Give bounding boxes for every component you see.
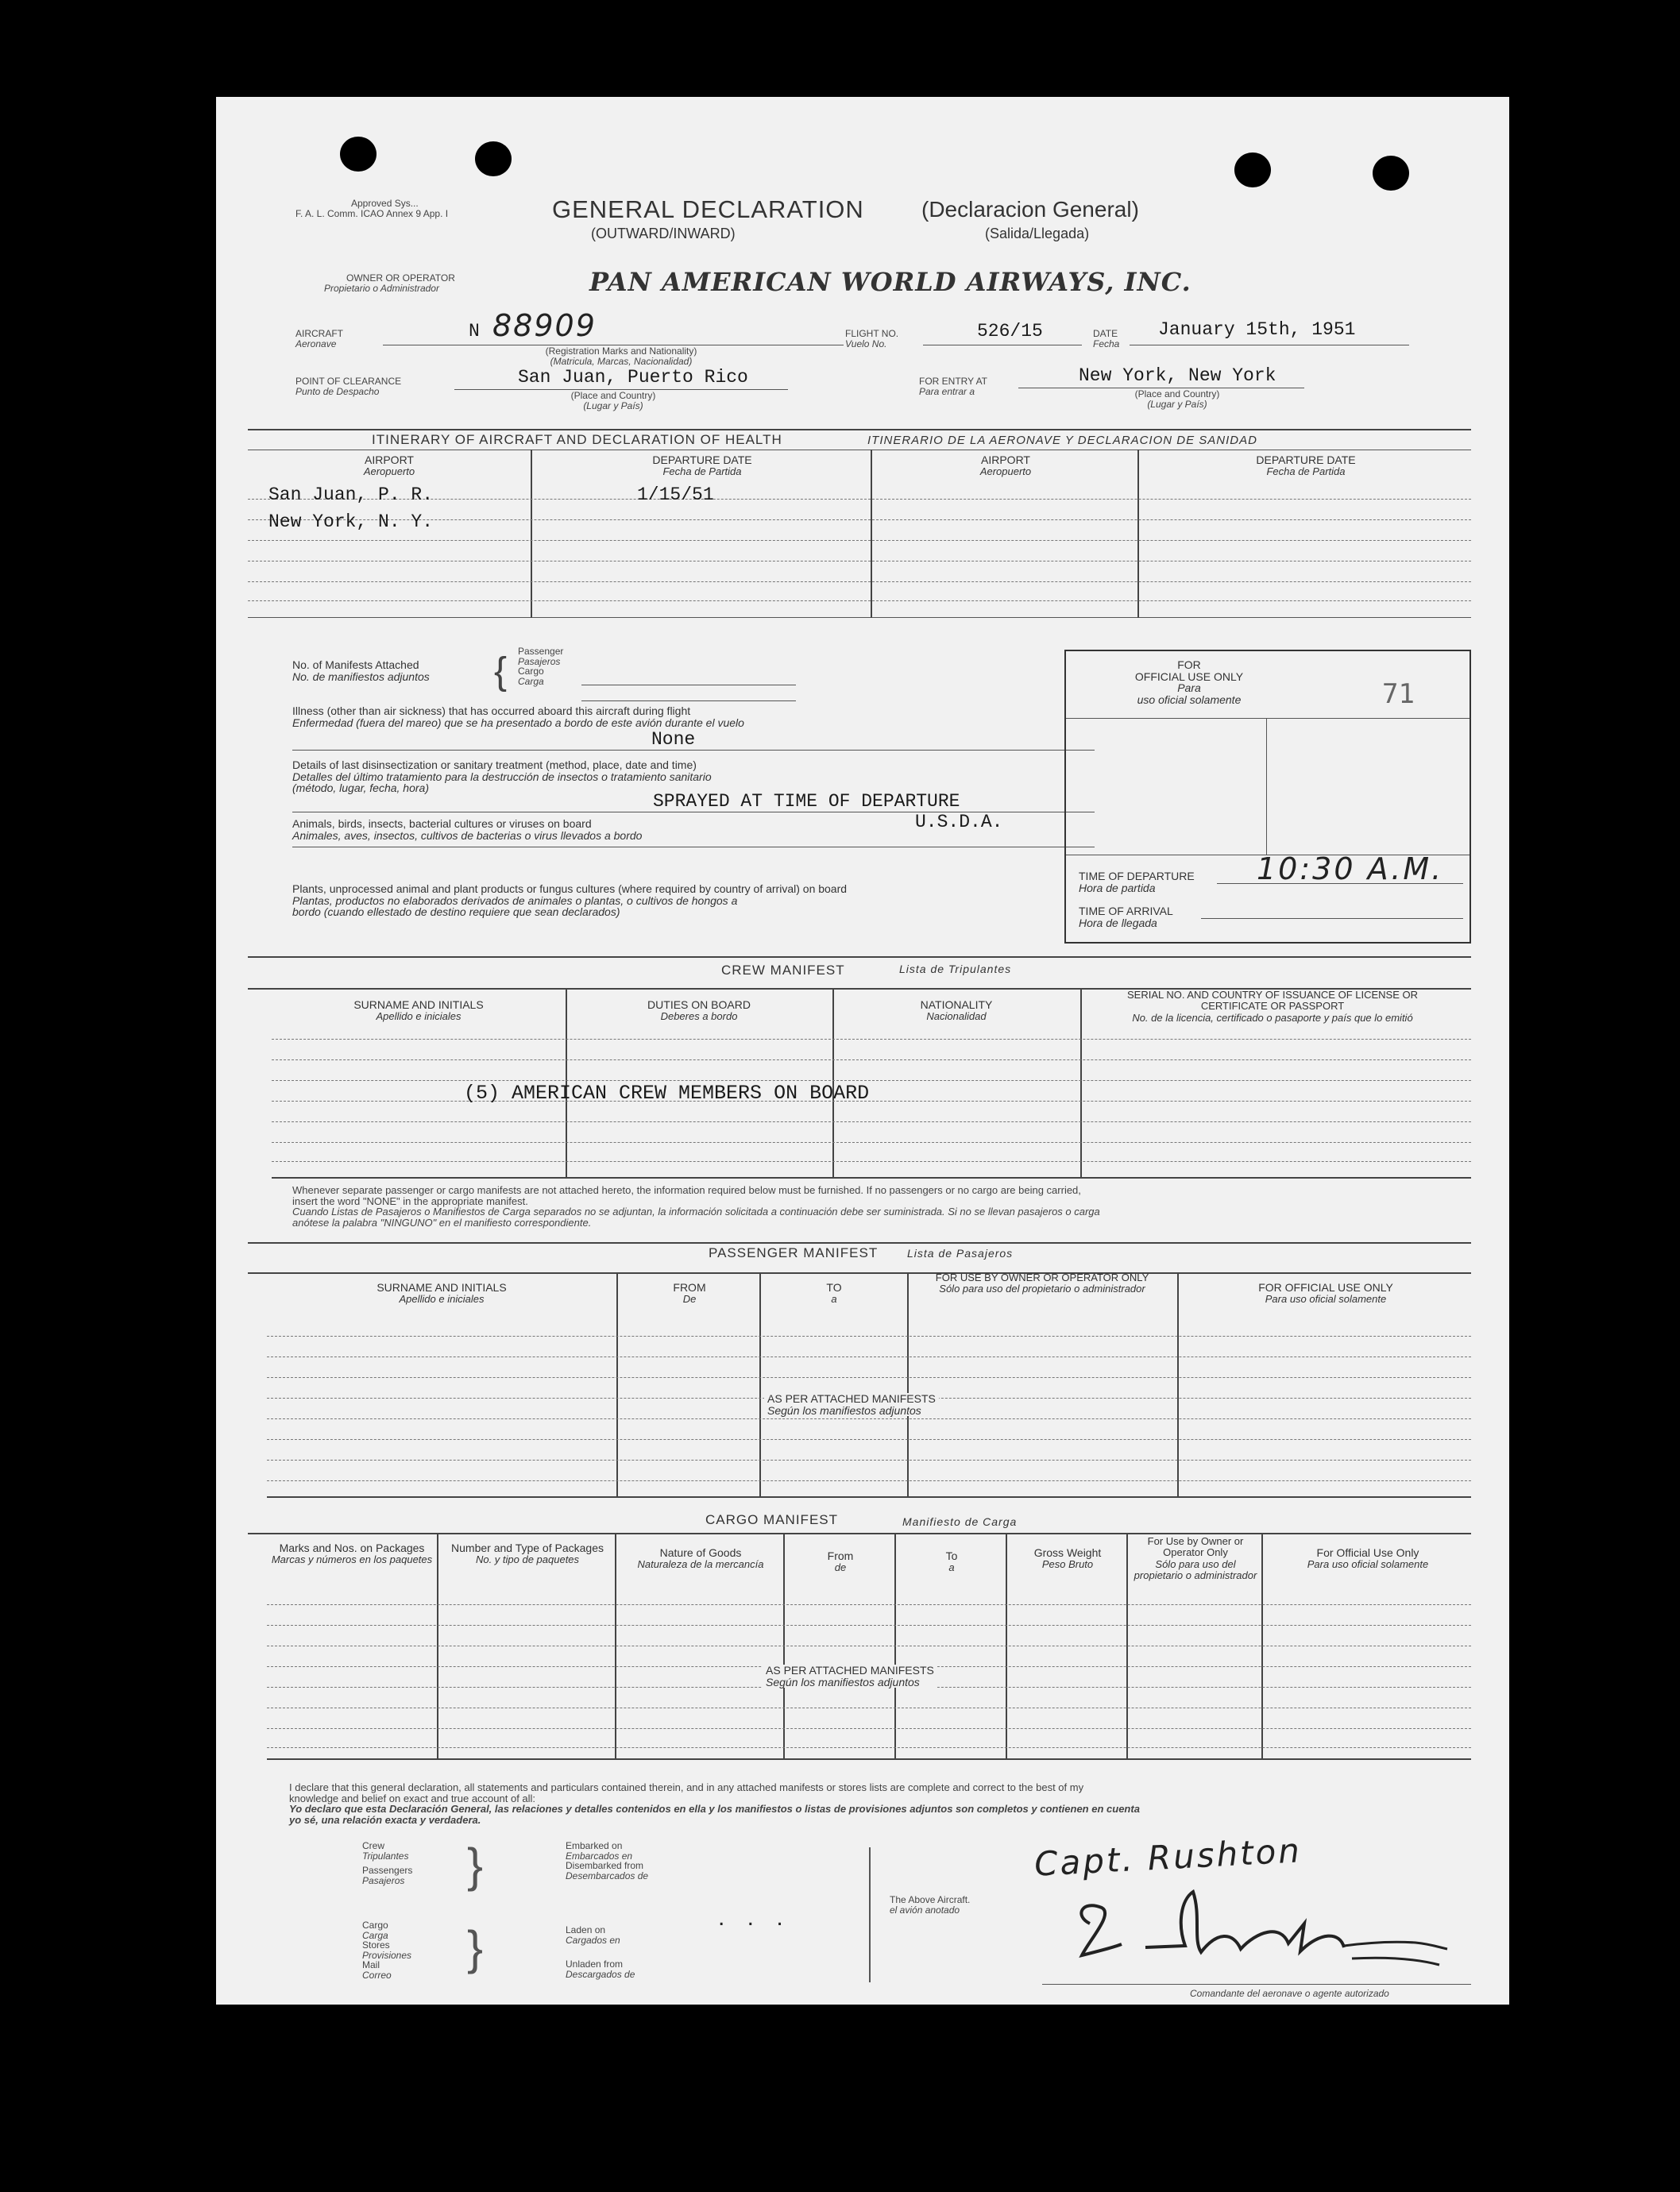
clearance-value: San Juan, Puerto Rico	[518, 367, 748, 388]
arrival-time-label: TIME OF ARRIVAL Hora de llegada	[1079, 905, 1173, 929]
form-title-es: (Declaracion General)	[921, 197, 1139, 222]
form-subtitle-es: (Salida/Llegada)	[985, 226, 1090, 241]
signature-caption: Comandante del aeronave o agente autorizado	[1190, 1988, 1389, 1999]
manifests-label: No. of Manifests Attached No. de manifiestos adjuntos	[292, 658, 430, 683]
cargo-title-es: Manifiesto de Carga	[902, 1515, 1018, 1528]
entry-value: New York, New York	[1079, 365, 1276, 386]
aircraft-number: 88909	[492, 308, 597, 343]
itinerary-title: ITINERARY OF AIRCRAFT AND DECLARATION OF HEALTH	[372, 432, 782, 447]
aircraft-caption: (Registration Marks and Nationality) (Matricula, Marcas, Nacionalidad)	[545, 345, 697, 367]
brace-icon: {	[494, 650, 508, 693]
manifest-notice: Whenever separate passenger or cargo manifests are not attached hereto, the information required below must be furnished. If no passengers or no cargo are being carried, insert the word "NONE" in the appropriate manifest. Cuando Listas de Pasajeros o Manifiestos de Carga separados no se adjuntan, la información solicitada a continuación debe ser suministrada. Si no se llevan pasajeros o carga anótese la palabra "NINGUNO" en el manifiesto correspondiente.	[292, 1184, 1100, 1229]
crew-table: SURNAME AND INITIALS Apellido e iniciales DUTIES ON BOARD Deberes a bordo NATIONALITY Nacionalidad SERIAL NO. AND COUNTRY OF ISSUANCE OF LICENSE OR CERTIFICATE OR PASSPORT No. de la licencia, certificado o pasaporte y país que lo emitió	[272, 988, 1471, 1179]
illness-value: None	[651, 729, 696, 750]
passenger-table: SURNAME AND INITIALS Apellido e iniciales FROM De TO a FOR USE BY OWNER OR OPERATOR ONLY Sólo para uso del propietario o administrador FOR OFFICIAL USE ONLY Para uso oficial solamente	[267, 1272, 1471, 1498]
approved-note: Approved Sys... F. A. L. Comm. ICAO Annex 9 App. I	[295, 198, 449, 219]
declaration-form	[216, 97, 1509, 2005]
above-aircraft: The Above Aircraft. el avión anotado	[890, 1894, 971, 1916]
crew-passengers-labels: Crew Tripulantes Passengers Pasajeros	[362, 1840, 413, 1886]
crew-title: CREW MANIFEST	[721, 963, 845, 978]
declaration-text: I declare that this general declaration, all statements and particulars contained therein, and in any attached manifests or stores lists are complete and correct to the best of my knowledge and belief on exact and true account of all: Yo declaro que esta Declaración General, las relaciones y detalles contenidos en ella y los manifiestos o listas de provisiones adjuntos son completos y contienen en cuenta yo sé, una relación exacta y verdadera.	[289, 1781, 1140, 1826]
brace-icon: }	[467, 1839, 484, 1892]
departure-time-value: 10:30 A.M.	[1257, 851, 1444, 886]
disinsect-label: Details of last disinsectization or sanitary treatment (method, place, date and time) Detalles del último tratamiento para la destrucción de insectos o tratamiento sanitario (método, lugar, fecha, hora)	[292, 758, 712, 795]
cargo-title: CARGO MANIFEST	[705, 1512, 839, 1527]
passenger-note: AS PER ATTACHED MANIFESTS Según los manifiestos adjuntos	[764, 1393, 939, 1416]
aircraft-prefix: N	[469, 321, 480, 342]
cargo-stores-labels: Cargo Carga Stores Provisiones Mail Correo	[362, 1920, 412, 1981]
aircraft-label: AIRCRAFT Aeronave	[295, 328, 343, 349]
flight-date: January 15th, 1951	[1158, 319, 1356, 340]
crew-entry: (5) AMERICAN CREW MEMBERS ON BOARD	[464, 1082, 870, 1105]
animals-label: Animals, birds, insects, bacterial cultures or viruses on board Animales, aves, insectos, cultivos de bacterias o virus llevados a bordo	[292, 817, 643, 842]
captain-signature	[1066, 1876, 1479, 1979]
plants-label: Plants, unprocessed animal and plant products or fungus cultures (where required by country of arrival) on board Plantas, productos no elaborados derivados de animales o plantas, o cultivos de hongos a bordo (cuando ellestado de destino requiere que sean declarados)	[292, 882, 848, 919]
itinerary-airport-2: New York, N. Y.	[268, 511, 434, 532]
embark-labels: Embarked on Embarcados en Disembarked from Desembarcados de	[566, 1840, 649, 1881]
owner-label: OWNER OR OPERATOR Propietario o Administrador	[324, 272, 455, 294]
clearance-label: POINT OF CLEARANCE Punto de Despacho	[295, 376, 402, 397]
date-label: DATE Fecha	[1093, 328, 1120, 349]
departure-time-label: TIME OF DEPARTURE Hora de partida	[1079, 870, 1195, 894]
itinerary-airport-1: San Juan, P. R.	[268, 484, 434, 505]
crew-title-es: Lista de Tripulantes	[899, 963, 1012, 975]
operator-name: PAN AMERICAN WORLD AIRWAYS, INC.	[589, 267, 1191, 297]
punch-hole	[340, 137, 377, 172]
cargo-note: AS PER ATTACHED MANIFESTS Según los manifiestos adjuntos	[763, 1665, 937, 1688]
itinerary-title-es: ITINERARIO DE LA AERONAVE Y DECLARACION DE SANIDAD	[867, 434, 1257, 447]
passenger-title: PASSENGER MANIFEST	[709, 1245, 879, 1260]
laden-labels: Laden on Cargados en Unladen from Descargados de	[566, 1924, 635, 1980]
cargo-table: Marks and Nos. on Packages Marcas y números en los paquetes Number and Type of Packages No. y tipo de paquetes Nature of Goods Naturaleza de la mercancía From de To a Gross Weight Peso Bruto For Use by Owner or Operator Only Sólo para uso del propietario o administrador For Official Use Only Para uso oficial solamente	[267, 1533, 1471, 1760]
flight-label: FLIGHT NO. Vuelo No.	[845, 328, 899, 349]
official-use-box: FOR OFFICIAL USE ONLY Para uso oficial solamente 71 TIME OF DEPARTURE Hora de partida 10:30 A.M. TIME OF ARRIVAL Hora de llegada	[1064, 650, 1471, 944]
manifest-types: Passenger Pasajeros Cargo Carga	[518, 646, 564, 687]
brace-icon: }	[467, 1921, 484, 1974]
form-subtitle: (OUTWARD/INWARD)	[591, 226, 736, 241]
form-title: GENERAL DECLARATION	[552, 195, 864, 223]
passenger-title-es: Lista de Pasajeros	[907, 1247, 1014, 1260]
entry-label: FOR ENTRY AT Para entrar a	[919, 376, 988, 397]
clearance-caption: (Place and Country) (Lugar y País)	[570, 390, 656, 411]
itinerary-table: AIRPORT Aeropuerto DEPARTURE DATE Fecha de Partida AIRPORT Aeropuerto DEPARTURE DATE Fecha de Partida	[248, 450, 1471, 618]
punch-hole	[1234, 152, 1271, 187]
official-stamp: 71	[1382, 678, 1415, 710]
itinerary-date-1: 1/15/51	[637, 484, 714, 505]
captain-name: Capt. Rushton	[1033, 1831, 1303, 1884]
punch-hole	[475, 141, 512, 176]
flight-number: 526/15	[977, 321, 1043, 342]
disinsect-value: SPRAYED AT TIME OF DEPARTURE	[653, 791, 960, 812]
punch-hole	[1373, 156, 1409, 191]
ink-dots: . . .	[718, 1904, 791, 1931]
entry-caption: (Place and Country) (Lugar y País)	[1134, 388, 1220, 410]
animals-value: U.S.D.A.	[915, 812, 1003, 832]
illness-label: Illness (other than air sickness) that has occurred aboard this aircraft during flight Enfermedad (fuera del mareo) que se ha presentado a bordo de este avión durante el vuelo	[292, 704, 744, 729]
